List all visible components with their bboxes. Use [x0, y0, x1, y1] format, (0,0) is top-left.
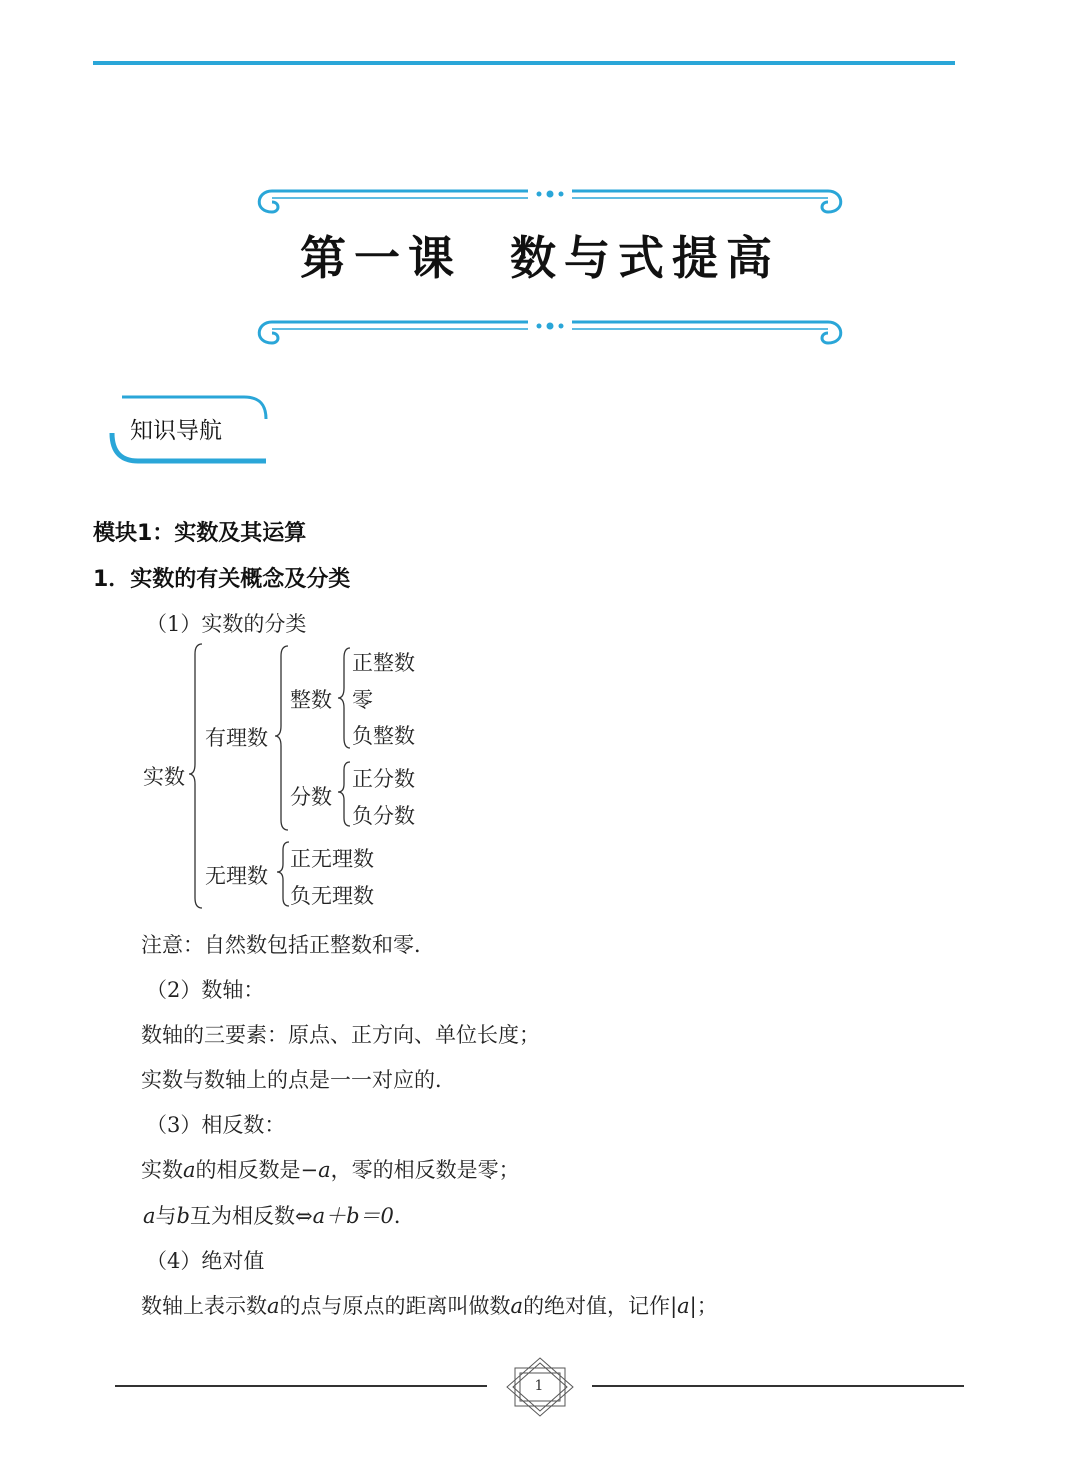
- opposite-definition: 实数a的相反数是−a，零的相反数是零；: [141, 1158, 520, 1182]
- natural-note: 注意：自然数包括正整数和零．: [141, 933, 435, 957]
- section-heading: 1．实数的有关概念及分类: [93, 567, 351, 592]
- opposite-heading: （3）相反数：: [146, 1113, 286, 1137]
- abs-heading: （4）绝对值: [146, 1249, 265, 1273]
- axis-correspondence: 实数与数轴上的点是一一对应的．: [141, 1068, 456, 1092]
- label-negative-irrational: 负无理数: [290, 884, 374, 908]
- classification-heading: （1）实数的分类: [146, 612, 307, 636]
- label-positive-irrational: 正无理数: [290, 847, 374, 871]
- label-zero: 零: [352, 688, 373, 712]
- page-title: 第一课 数与式提高: [300, 231, 780, 285]
- label-negative-fraction: 负分数: [352, 804, 415, 828]
- label-negative-integer: 负整数: [352, 724, 415, 748]
- axis-elements: 数轴的三要素：原点、正方向、单位长度；: [141, 1023, 540, 1047]
- label-positive-integer: 正整数: [352, 651, 415, 675]
- page-number: 1: [534, 1378, 544, 1394]
- label-real-number: 实数: [143, 765, 185, 789]
- mutual-opposite: a与b互为相反数⇔a＋b＝0．: [143, 1204, 415, 1228]
- label-rational: 有理数: [205, 726, 268, 750]
- footer-rule-right: [592, 1385, 964, 1387]
- nav-label: 知识导航: [130, 418, 222, 444]
- label-integers: 整数: [290, 688, 332, 712]
- label-fractions: 分数: [290, 785, 332, 809]
- label-irrational: 无理数: [205, 864, 268, 888]
- footer-rule-left: [115, 1385, 487, 1387]
- module-heading: 模块1：实数及其运算: [93, 521, 307, 546]
- top-rule: [93, 61, 955, 65]
- abs-definition: 数轴上表示数a的点与原点的距离叫做数a的绝对值，记作|a|；: [141, 1294, 718, 1318]
- axis-heading: （2）数轴：: [146, 978, 265, 1002]
- label-positive-fraction: 正分数: [352, 767, 415, 791]
